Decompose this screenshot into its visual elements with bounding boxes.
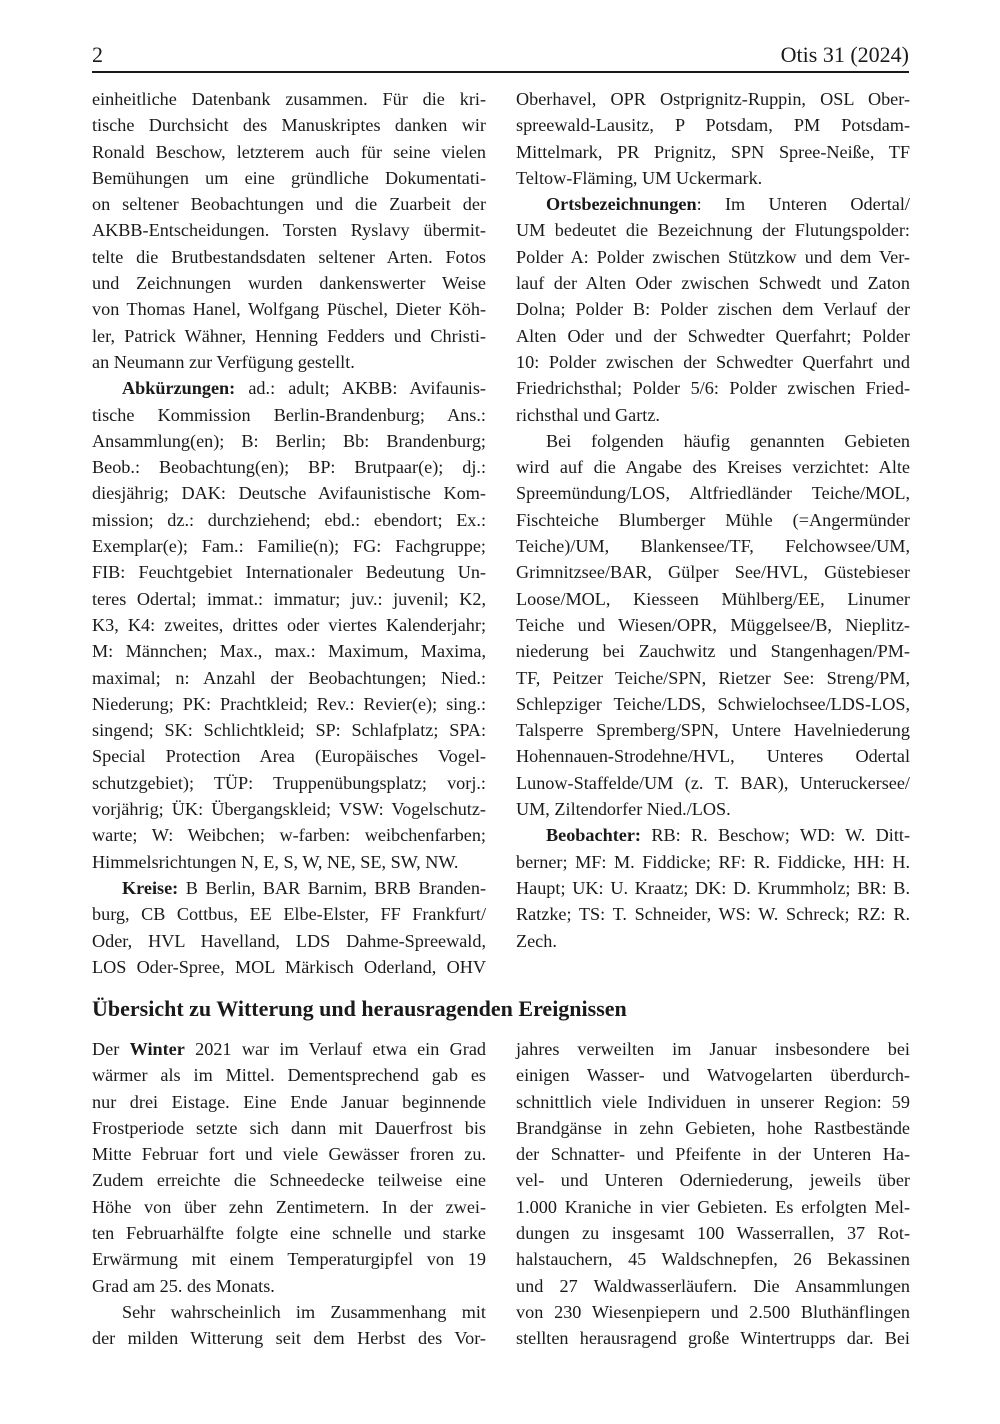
- text-line: Oberhavel, OPR Ostprignitz-Ruppin, OSL Ober-: [516, 89, 910, 109]
- text-line: Brandgänse in zehn Gebieten, hohe Rastbestände: [516, 1117, 910, 1138]
- text-line: K3, K4: zweites, drittes oder viertes Kalenderjahr;: [92, 614, 486, 635]
- text-line: von Thomas Hanel, Wolfgang Püschel, Dieter Köh-: [92, 299, 486, 320]
- section-heading: Übersicht zu Witterung und herausragenden Ereignissen: [92, 996, 627, 1021]
- text-line: diesjährig; DAK: Deutsche Avifaunistische Kom-: [92, 483, 486, 504]
- text-line: vorjährig; ÜK: Übergangskleid; VSW: Vogelschutz-: [92, 799, 486, 820]
- text-line: Special Protection Area (Europäisches Vogel-: [92, 746, 486, 767]
- text-line: Grimnitzsee/BAR, Gülper See/HVL, Güstebieser: [516, 562, 910, 583]
- text-line: Kreise: B Berlin, BAR Barnim, BRB Branden-: [122, 877, 486, 898]
- text-line: Hohennauen-Strodehne/HVL, Unteres Odertal: [516, 746, 910, 767]
- areas-paragraph: [516, 428, 910, 822]
- text-line: 10: Polder zwischen der Schwedter Querfahrt und: [516, 351, 910, 372]
- text-line: AKBB-Entscheidungen. Torsten Ryslavy übermit-: [92, 220, 486, 241]
- text-line: Abkürzungen: ad.: adult; AKBB: Avifaunis-: [122, 378, 486, 399]
- text-line: Beobachter: RB: R. Beschow; WD: W. Ditt-: [546, 825, 910, 846]
- mild-weather-paragraph-continued: [516, 1036, 910, 1352]
- text-line: 1.000 Kraniche in vier Gebieten. Es erfolgten Mel-: [516, 1196, 910, 1217]
- text-line: Talsperre Spremberg/SPN, Untere Havelniederung: [516, 720, 910, 741]
- text-line: berner; MF: M. Fiddicke; RF: R. Fiddicke, HH: H.: [516, 851, 910, 872]
- text-line: halstauchern, 45 Waldschnepfen, 26 Bekassinen: [516, 1249, 910, 1270]
- text-line: richsthal und Gartz.: [516, 404, 660, 425]
- left-column-top: [92, 86, 486, 980]
- text-line: on seltener Beobachtungen und die Zuarbeit der: [92, 194, 486, 215]
- text-line: einigen Wasser- und Watvogelarten überdurch-: [516, 1065, 910, 1086]
- text-line: Himmelsrichtungen N, E, S, W, NE, SE, SW, NW.: [92, 851, 459, 872]
- text-line: Erwärmung mit einem Temperaturgipfel von 19: [92, 1249, 486, 1270]
- districts-label: Kreise:: [122, 877, 179, 898]
- text-line: Haupt; UK: U. Kraatz; DK: D. Krummholz; BR: B.: [516, 877, 910, 898]
- text-line: Zech.: [516, 930, 557, 951]
- text-line: niederung bei Zauchwitz und Stangenhagen/PM-: [516, 641, 910, 662]
- text-line: spreewald-Lausitz, P Potsdam, PM Potsdam-: [516, 115, 910, 136]
- text-line: ten Februarhälfte folgte eine schnelle und starke: [92, 1223, 486, 1244]
- text-line: Spreemündung/LOS, Altfriedländer Teiche/MOL,: [516, 483, 910, 504]
- observers-label: Beobachter:: [546, 825, 641, 846]
- text-line: von 230 Wiesenpiepern und 2.500 Bluthänflingen: [516, 1301, 910, 1322]
- text-line: Alten Oder und der Schwedter Querfahrt; Polder: [516, 325, 910, 346]
- place-names-label: Ortsbezeichnungen: [546, 194, 697, 215]
- text-line: stellten herausragend große Wintertrupps dar. Bei: [516, 1328, 910, 1349]
- text-line: Loose/MOL, Kiesseen Mühlberg/EE, Linumer: [516, 588, 910, 609]
- text-line: der milden Witterung seit dem Herbst des Vor-: [92, 1328, 486, 1349]
- text-line: dungen zu insgesamt 100 Wasserrallen, 37 Rot-: [516, 1223, 910, 1244]
- text-line: singend; SK: Schlichtkleid; SP: Schlafplatz; SPA:: [92, 720, 486, 741]
- text-line: ler, Patrick Wähner, Henning Fedders und Christi-: [92, 325, 486, 346]
- text-line: Friedrichsthal; Polder 5/6: Polder zwischen Fried-: [516, 378, 910, 399]
- districts-paragraph-continued: [516, 86, 910, 191]
- text-line: Sehr wahrscheinlich im Zusammenhang mit: [122, 1301, 486, 1322]
- text-line: Fischteiche Blumberger Mühle (=Angermünder: [516, 509, 910, 530]
- text-line: Frostperiode setzte sich dann mit Dauerfrost bis: [92, 1117, 486, 1138]
- text-line: nur drei Eistage. Eine Ende Januar beginnende: [92, 1091, 486, 1112]
- text-line: Teiche und Wiesen/OPR, Müggelsee/B, Nieplitz-: [516, 614, 910, 635]
- text-line: mission; dz.: durchziehend; ebd.: ebendort; Ex.:: [92, 509, 486, 530]
- text-line: Mitte Februar fort und viele Gewässer froren zu.: [92, 1144, 486, 1165]
- text-line: telte die Brutbestandsdaten seltener Arten. Fotos: [92, 246, 486, 267]
- text-line: teres Odertal; immat.: immatur; juv.: juvenil; K2,: [92, 588, 486, 609]
- text-line: maximal; n: Anzahl der Beobachtungen; Nied.:: [92, 667, 486, 688]
- text-line: Polder A: Polder zwischen Stützkow und dem Ver-: [516, 246, 910, 267]
- text-line: schnittlich viele Individuen in unserer Region: 59: [516, 1091, 910, 1112]
- text-line: Beob.: Beobachtung(en); BP: Brutpaar(e); dj.:: [92, 457, 486, 478]
- text-line: Niederung; PK: Prachtkleid; Rev.: Revier(e); sing.:: [92, 693, 486, 714]
- text-line: schutzgebiet); TÜP: Truppenübungsplatz; vorj.:: [92, 772, 486, 793]
- text-line: Dolna; Polder B: Polder zischen dem Verlauf der: [516, 299, 910, 320]
- text-line: tische Durchsicht des Manuskriptes danken wir: [92, 115, 486, 136]
- abbreviations-label: Abkürzungen:: [122, 378, 236, 399]
- text-line: FIB: Feuchtgebiet Internationaler Bedeutung Un-: [92, 562, 486, 583]
- text-line: vel- und Unteren Oderniederung, jeweils über: [516, 1170, 910, 1191]
- observers-paragraph: [516, 822, 910, 953]
- text-line: UM bedeutet die Bezeichnung der Flutungspolder:: [516, 220, 910, 241]
- text-line: tische Kommission Berlin-Brandenburg; Ans.:: [92, 404, 486, 425]
- text-line: warte; W: Weibchen; w-farben: weibchenfarben;: [92, 825, 486, 846]
- winter-paragraph: [92, 1036, 486, 1299]
- text-line: TF, Peitzer Teiche/SPN, Rietzer See: Streng/PM,: [516, 667, 910, 688]
- text-line: jahres verweilten im Januar insbesondere bei: [516, 1039, 910, 1059]
- right-column-top: [516, 86, 910, 954]
- text-line: Teiche)/UM, Blankensee/TF, Felchowsee/UM,: [516, 536, 910, 557]
- text-line: lauf der Alten Oder zwischen Schwedt und Zaton: [516, 273, 910, 294]
- text-line: wärmer als im Mittel. Dementsprechend gab es: [92, 1065, 486, 1086]
- text-line: Ansammlung(en); B: Berlin; Bb: Brandenburg;: [92, 430, 486, 451]
- text-line: und 27 Waldwasserläufern. Die Ansammlungen: [516, 1275, 910, 1296]
- text-line: burg, CB Cottbus, EE Elbe-Elster, FF Frankfurt/: [92, 904, 486, 925]
- districts-paragraph: [92, 875, 486, 980]
- left-column-bottom: [92, 1036, 486, 1352]
- text-line: Ronald Beschow, letzterem auch für seine vielen: [92, 141, 486, 162]
- text-line: Teltow-Fläming, UM Uckermark.: [516, 167, 763, 188]
- text-line: Zudem erreichte die Schneedecke teilweise eine: [92, 1170, 486, 1191]
- text-line: Exemplar(e); Fam.: Familie(n); FG: Fachgruppe;: [92, 536, 486, 557]
- text-line: der Schnatter- und Pfeifente in der Unteren Ha-: [516, 1144, 910, 1165]
- text-line: Mittelmark, PR Prignitz, SPN Spree-Neiße, TF: [516, 141, 910, 162]
- text-line: wird auf die Angabe des Kreises verzichtet: Alte: [516, 457, 910, 478]
- text-line: Bemühungen um eine gründliche Dokumentati-: [92, 167, 486, 188]
- acknowledgements-paragraph: [92, 86, 486, 375]
- text-line: Oder, HVL Havelland, LDS Dahme-Spreewald,: [92, 930, 486, 951]
- text-line: Der Winter 2021 war im Verlauf etwa ein Grad: [92, 1039, 486, 1059]
- text-line: Ortsbezeichnungen: Im Unteren Odertal/: [546, 194, 910, 215]
- text-line: Lunow-Staffelde/UM (z. T. BAR), Unteruckersee/: [516, 772, 910, 793]
- winter-label: Winter: [129, 1039, 185, 1059]
- text-line: Schlepziger Teiche/LDS, Schwielochsee/LDS-LOS,: [516, 693, 910, 714]
- text-line: LOS Oder-Spree, MOL Märkisch Oderland, OHV: [92, 956, 486, 977]
- text-line: Grad am 25. des Monats.: [92, 1275, 275, 1296]
- text-line: an Neumann zur Verfügung gestellt.: [92, 351, 355, 372]
- text-line: M: Männchen; Max., max.: Maximum, Maxima,: [92, 641, 486, 662]
- text-line: Ratzke; TS: T. Schneider, WS: W. Schreck; RZ: R.: [516, 904, 910, 925]
- text-line: und Zeichnungen wurden dankenswerter Weise: [92, 273, 486, 294]
- text-line: einheitliche Datenbank zusammen. Für die kri-: [92, 89, 486, 109]
- abbreviations-paragraph: [92, 375, 486, 875]
- mild-weather-paragraph: [92, 1299, 486, 1352]
- journal-citation: Otis 31 (2024): [780, 42, 909, 67]
- running-header: [92, 40, 909, 73]
- page-number: 2: [92, 42, 103, 67]
- right-column-bottom: [516, 1036, 910, 1352]
- text-line: Höhe von über zehn Zentimetern. In der zwei-: [92, 1196, 486, 1217]
- place-names-paragraph: [516, 191, 910, 428]
- text-line: UM, Ziltendorfer Nied./LOS.: [516, 799, 731, 820]
- text-line: Bei folgenden häufig genannten Gebieten: [546, 430, 910, 451]
